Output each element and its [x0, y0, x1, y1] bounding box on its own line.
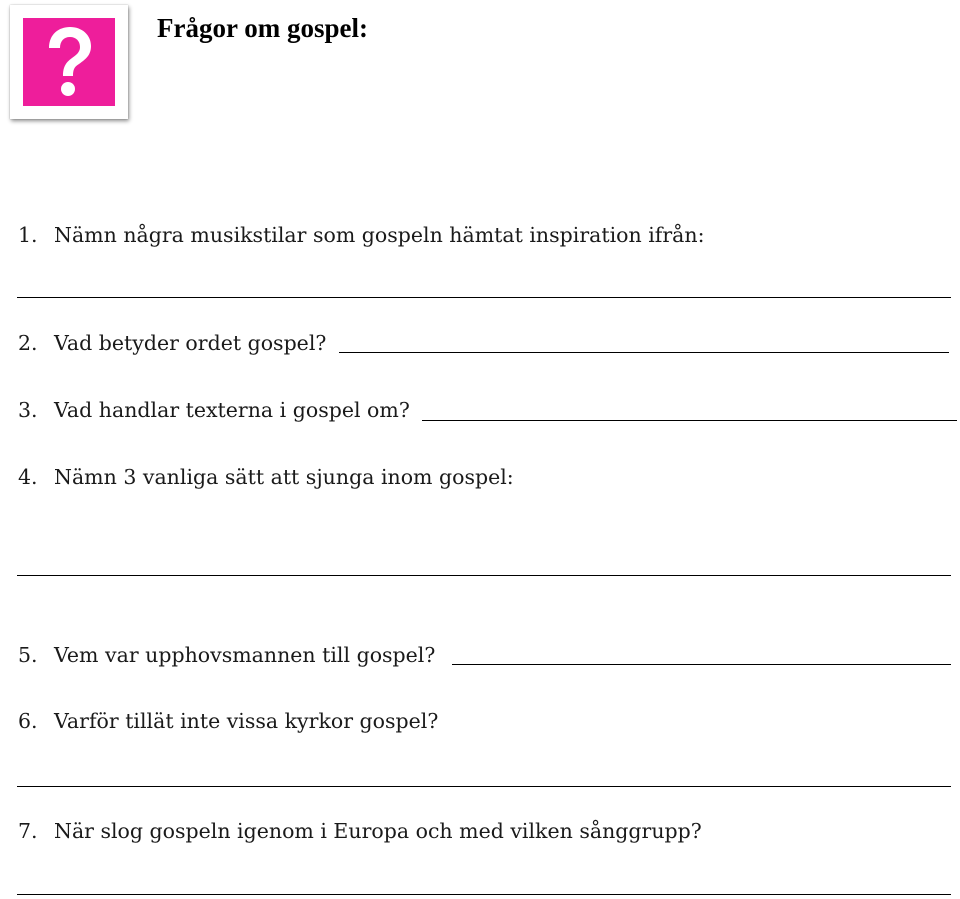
question-number: 2. — [18, 331, 38, 355]
question-number: 1. — [18, 223, 38, 247]
question-number: 7. — [18, 819, 38, 843]
question-text: När slog gospeln igenom i Europa och med vilken sånggrupp? — [54, 819, 702, 843]
question-logo — [10, 5, 128, 119]
answer-line-7[interactable] — [17, 894, 951, 895]
question-number: 6. — [18, 709, 38, 733]
answer-line-6[interactable] — [17, 786, 951, 787]
question-text: Varför tillät inte vissa kyrkor gospel? — [54, 709, 439, 733]
answer-line-5[interactable] — [452, 664, 951, 665]
question-3 — [18, 397, 410, 423]
page-title: Frågor om gospel: — [157, 13, 368, 43]
question-number: 4. — [18, 465, 38, 489]
question-1 — [18, 222, 704, 248]
question-text: Vad handlar texterna i gospel om? — [54, 398, 410, 422]
answer-line-4[interactable] — [17, 575, 951, 576]
answer-line-3[interactable] — [422, 420, 957, 421]
question-text: Vem var upphovsmannen till gospel? — [54, 643, 436, 667]
question-text: Nämn 3 vanliga sätt att sjunga inom gospel: — [54, 465, 514, 489]
question-6 — [18, 708, 438, 734]
answer-line-2[interactable] — [339, 352, 949, 353]
question-text: Nämn några musikstilar som gospeln hämtat inspiration ifrån: — [54, 223, 705, 247]
answer-line-1[interactable] — [17, 297, 951, 298]
question-number: 5. — [18, 643, 38, 667]
question-4 — [18, 464, 514, 490]
question-2 — [18, 330, 326, 356]
question-number: 3. — [18, 398, 38, 422]
question-7 — [18, 818, 702, 844]
question-mark-icon — [23, 18, 115, 106]
question-text: Vad betyder ordet gospel? — [54, 331, 327, 355]
question-5 — [18, 642, 435, 668]
question-mark-glyph — [23, 18, 115, 106]
